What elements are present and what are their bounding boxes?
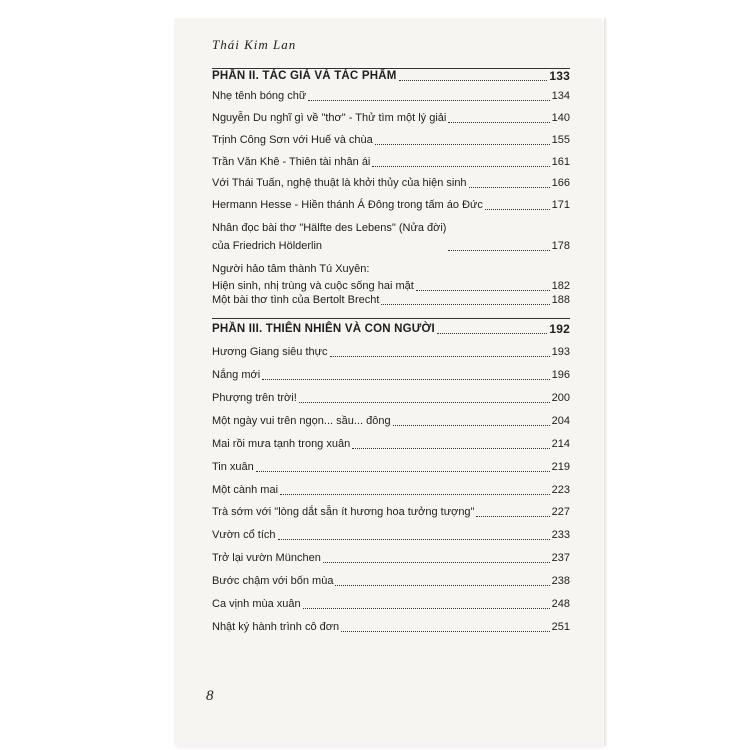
toc-entry-page: 166	[551, 177, 570, 189]
section-rule	[212, 68, 570, 69]
toc-entry	[212, 346, 570, 359]
toc-entry-title: Trịnh Công Sơn với Huế và chùa	[212, 134, 373, 146]
dot-leader	[256, 471, 550, 472]
toc-entry-title: Một cành mai	[212, 484, 279, 496]
page-number: 8	[206, 688, 214, 704]
section-rule	[212, 318, 570, 319]
dot-leader	[469, 187, 550, 188]
dot-leader	[485, 209, 550, 210]
toc-section-label: PHẦN III. THIÊN NHIÊN VÀ CON NGƯỜI	[212, 323, 435, 335]
toc-entry-page: 227	[551, 506, 570, 518]
toc-section-page: 133	[549, 69, 570, 83]
toc-entry	[212, 552, 570, 565]
toc-entry-title: Phượng trên trời!	[212, 392, 297, 404]
toc-entry-title: Mai rồi mưa tạnh trong xuân	[212, 438, 351, 450]
dot-leader	[399, 80, 548, 81]
page-edge	[604, 18, 608, 746]
dot-leader	[280, 494, 550, 495]
toc-entry-page: 248	[551, 598, 570, 610]
toc-entry	[212, 598, 570, 611]
toc-entry-title: Một ngày vui trên ngọn... sầu... đông	[212, 415, 391, 427]
toc-entry-page: 251	[551, 621, 570, 633]
toc-entry	[212, 199, 570, 212]
toc-section-2	[212, 70, 570, 83]
toc-entry-page: 204	[551, 415, 570, 427]
toc-entry	[212, 529, 570, 542]
toc-entry-title: Hương Giang siêu thực	[212, 346, 328, 358]
dot-leader	[393, 425, 550, 426]
toc-entry-title: Nguyễn Du nghĩ gì về "thơ" - Thử tìm một lý giải	[212, 112, 447, 124]
toc-entry-page: 193	[551, 346, 570, 358]
toc-entry-page: 196	[551, 369, 570, 381]
toc-entry-title: Nhẹ tênh bóng chữ	[212, 90, 307, 102]
toc-entry-page: 171	[551, 199, 570, 211]
toc-entry	[212, 621, 570, 634]
toc-entry	[212, 461, 570, 474]
dot-leader	[278, 539, 550, 540]
toc-entry-title: Vườn cổ tích	[212, 529, 276, 541]
toc-entry	[212, 134, 570, 147]
dot-leader	[416, 290, 550, 291]
toc-entry	[212, 294, 570, 307]
toc-entry-page: 237	[551, 552, 570, 564]
toc-section-label: PHẦN II. TÁC GIẢ VÀ TÁC PHẨM	[212, 70, 397, 82]
dot-leader	[341, 631, 550, 632]
toc-entry-title: Tin xuân	[212, 461, 254, 473]
toc-entry-title: Người hảo tâm thành Tú Xuyên:	[212, 263, 370, 275]
toc-entry	[212, 112, 570, 125]
toc-entry-page: 200	[551, 392, 570, 404]
toc-entry-page: 238	[551, 575, 570, 587]
toc-section-page: 192	[549, 322, 570, 336]
toc-entry-page: 161	[551, 156, 570, 168]
dot-leader	[448, 122, 549, 123]
book-page	[174, 18, 602, 746]
toc-entry-page: 214	[551, 438, 570, 450]
toc-entry	[212, 484, 570, 497]
toc-entry	[212, 156, 570, 169]
dot-leader	[375, 144, 550, 145]
dot-leader	[262, 379, 549, 380]
dot-leader	[303, 608, 550, 609]
toc-entry	[212, 222, 570, 253]
toc-entry-title: Trà sớm với "lòng dắt sẵn ít hương hoa tưởng tượng"	[212, 506, 475, 518]
toc-entry-title: Một bài thơ tình của Bertolt Brecht	[212, 294, 380, 306]
toc-entry-page: 178	[551, 240, 570, 252]
dot-leader	[323, 562, 550, 563]
dot-leader	[437, 333, 547, 334]
toc-entry	[212, 575, 570, 588]
toc-entry-title: Ca vịnh mùa xuân	[212, 598, 301, 610]
toc-entry-page: 134	[551, 90, 570, 102]
toc-entry-page: 219	[551, 461, 570, 473]
toc-entry	[212, 392, 570, 405]
toc-entry-title: Nắng mới	[212, 369, 261, 381]
toc-entry	[212, 90, 570, 103]
dot-leader	[299, 402, 550, 403]
dot-leader	[381, 304, 549, 305]
toc-entry-page: 182	[551, 280, 570, 292]
toc-entry-page: 233	[551, 529, 570, 541]
toc-entry	[212, 369, 570, 382]
dot-leader	[352, 448, 549, 449]
toc-entry	[212, 263, 570, 293]
toc-entry	[212, 177, 570, 190]
toc-entry-page: 188	[551, 294, 570, 306]
toc-entry-title: Bước chậm với bốn mùa	[212, 575, 334, 587]
toc-entry-title: Trần Văn Khê - Thiên tài nhân ái	[212, 156, 371, 168]
toc-entry-title-line2: Hiện sinh, nhị trùng và cuộc sống hai mặt	[212, 280, 414, 292]
dot-leader	[308, 100, 549, 101]
dot-leader	[448, 250, 549, 251]
dot-leader	[372, 166, 549, 167]
dot-leader	[476, 516, 549, 517]
toc-entry-title: Với Thái Tuấn, nghệ thuật là khởi thủy của hiện sinh	[212, 177, 467, 189]
toc-entry-page: 223	[551, 484, 570, 496]
toc-entry-title: Trở lại vườn München	[212, 552, 321, 564]
toc-entry	[212, 506, 570, 519]
dot-leader	[335, 585, 549, 586]
toc-section-3	[212, 323, 570, 336]
toc-entry-title: Hermann Hesse - Hiền thánh Á Đông trong tấm áo Đức	[212, 199, 483, 211]
toc-entry-title: Nhân đọc bài thơ "Hälfte des Lebens" (Nửa đời)	[212, 222, 447, 234]
dot-leader	[330, 356, 550, 357]
toc-entry-title: Nhật ký hành trình cô đơn	[212, 621, 340, 633]
toc-entry	[212, 438, 570, 451]
toc-entry	[212, 415, 570, 428]
running-header-author: Thái Kim Lan	[212, 37, 297, 52]
toc-entry-title-line2: của Friedrich Hölderlin	[212, 240, 323, 252]
toc-entry-page: 155	[551, 134, 570, 146]
toc-entry-page: 140	[551, 112, 570, 124]
